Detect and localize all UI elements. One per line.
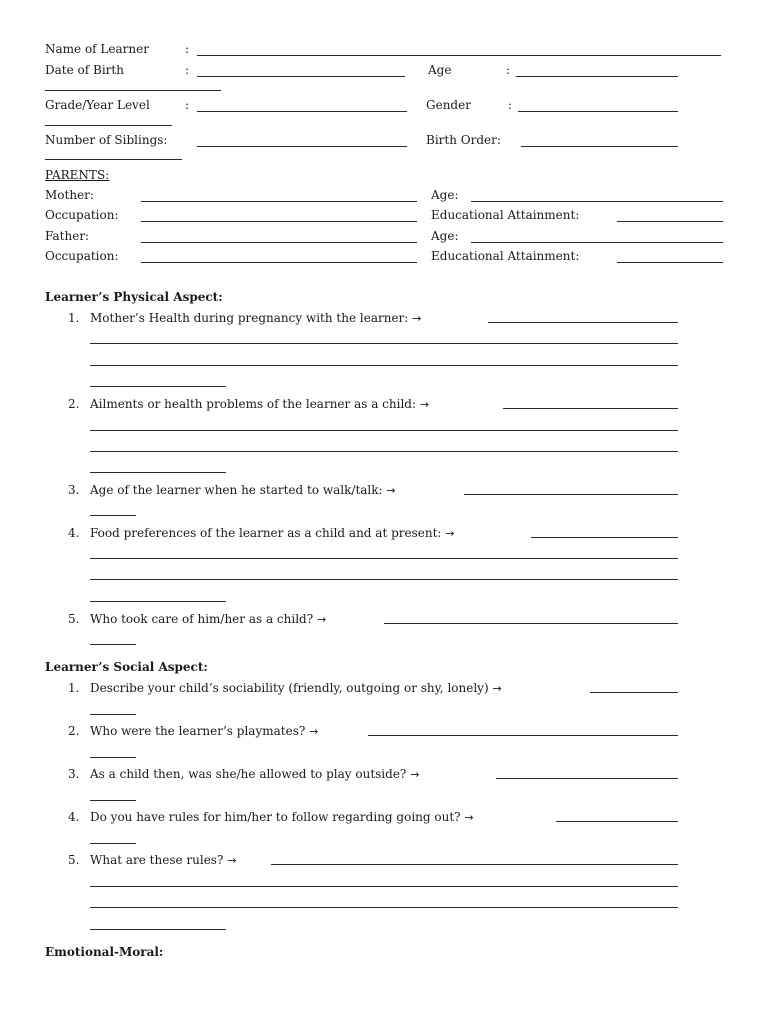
arrow-right-icon: → <box>412 312 422 325</box>
birth-order-field[interactable] <box>521 146 678 147</box>
social-answer-5-line-1[interactable] <box>271 864 678 865</box>
age-field[interactable] <box>516 76 678 77</box>
father-occupation-field[interactable] <box>141 262 417 263</box>
mother-field[interactable] <box>141 201 417 202</box>
date-of-birth-field[interactable] <box>197 76 405 77</box>
arrow-right-icon: → <box>317 613 327 626</box>
number-of-siblings-field[interactable] <box>197 146 407 147</box>
colon: : <box>506 63 511 77</box>
arrow-right-icon: → <box>445 527 455 540</box>
social-answer-5-line-3[interactable] <box>90 907 678 908</box>
mother-age-label: Age: <box>431 188 459 202</box>
list-item-number: 2. <box>68 724 80 738</box>
name-of-learner-field[interactable] <box>197 55 721 56</box>
physical-question-2: Ailments or health problems of the learner as a child: → <box>90 397 430 411</box>
social-question-4: Do you have rules for him/her to follow regarding going out? → <box>90 810 474 824</box>
date-of-birth-label: Date of Birth <box>45 63 124 77</box>
list-item-number: 4. <box>68 810 80 824</box>
social-question-5: What are these rules? → <box>90 853 237 867</box>
arrow-right-icon: → <box>419 398 430 411</box>
father-age-field[interactable] <box>471 242 723 243</box>
age-label: Age <box>428 63 452 77</box>
mother-occupation-field[interactable] <box>141 221 417 222</box>
mother-education-field[interactable] <box>617 221 723 222</box>
father-occupation-label: Occupation: <box>45 249 119 263</box>
arrow-right-icon: → <box>410 768 420 781</box>
arrow-right-icon: → <box>464 811 474 824</box>
physical-answer-1-line-3[interactable] <box>90 365 678 366</box>
physical-answer-4-line-4[interactable] <box>90 601 226 602</box>
physical-answer-2-line-2[interactable] <box>90 430 678 431</box>
physical-answer-1-line-1[interactable] <box>488 322 678 323</box>
physical-aspect-heading: Learner’s Physical Aspect: <box>45 290 223 304</box>
grade-year-level-field[interactable] <box>197 111 407 112</box>
social-answer-1-line-2[interactable] <box>90 714 136 715</box>
physical-answer-1-line-4[interactable] <box>90 386 226 387</box>
number-of-siblings-label: Number of Siblings: <box>45 133 168 147</box>
mother-occupation-label: Occupation: <box>45 208 119 222</box>
mother-education-label: Educational Attainment: <box>431 208 580 222</box>
gender-field[interactable] <box>518 111 678 112</box>
physical-question-1: Mother’s Health during pregnancy with the learner: → <box>90 311 422 325</box>
list-item-number: 1. <box>68 681 80 695</box>
list-item-number: 1. <box>68 311 80 325</box>
colon: : <box>185 63 190 77</box>
arrow-right-icon: → <box>309 725 319 738</box>
physical-question-5: Who took care of him/her as a child? → <box>90 612 327 626</box>
father-education-label: Educational Attainment: <box>431 249 580 263</box>
physical-answer-3-line-2[interactable] <box>90 515 136 516</box>
physical-answer-2-line-1[interactable] <box>503 408 678 409</box>
social-question-2: Who were the learner’s playmates? → <box>90 724 319 738</box>
gender-label: Gender <box>426 98 471 112</box>
social-answer-2-line-1[interactable] <box>368 735 678 736</box>
arrow-right-icon: → <box>386 484 396 497</box>
physical-answer-2-line-3[interactable] <box>90 451 678 452</box>
physical-question-3: Age of the learner when he started to walk/talk: → <box>90 483 396 497</box>
social-answer-4-line-1[interactable] <box>556 821 678 822</box>
father-label: Father: <box>45 229 90 243</box>
father-education-field[interactable] <box>617 262 723 263</box>
social-answer-5-line-2[interactable] <box>90 886 678 887</box>
physical-answer-5-line-1[interactable] <box>384 623 678 624</box>
colon: : <box>508 98 513 112</box>
name-of-learner-label: Name of Learner <box>45 42 149 56</box>
social-answer-5-line-4[interactable] <box>90 929 226 930</box>
list-item-number: 4. <box>68 526 80 540</box>
social-answer-3-line-1[interactable] <box>496 778 678 779</box>
mother-age-field[interactable] <box>471 201 723 202</box>
emotional-moral-heading: Emotional-Moral: <box>45 945 164 959</box>
social-answer-3-line-2[interactable] <box>90 800 136 801</box>
list-item-number: 5. <box>68 612 80 626</box>
physical-answer-1-line-2[interactable] <box>90 343 678 344</box>
parents-heading: PARENTS: <box>45 168 110 182</box>
social-answer-4-line-2[interactable] <box>90 843 136 844</box>
colon: : <box>185 98 190 112</box>
physical-answer-5-line-2[interactable] <box>90 644 136 645</box>
physical-answer-4-line-3[interactable] <box>90 579 678 580</box>
social-aspect-heading: Learner’s Social Aspect: <box>45 660 208 674</box>
physical-answer-3-line-1[interactable] <box>464 494 678 495</box>
social-answer-2-line-2[interactable] <box>90 757 136 758</box>
birth-order-label: Birth Order: <box>426 133 501 147</box>
date-of-birth-field-continuation[interactable] <box>45 90 221 91</box>
physical-question-4: Food preferences of the learner as a child and at present: → <box>90 526 455 540</box>
list-item-number: 2. <box>68 397 80 411</box>
physical-answer-4-line-2[interactable] <box>90 558 678 559</box>
social-answer-1-line-1[interactable] <box>590 692 678 693</box>
social-question-3: As a child then, was she/he allowed to play outside? → <box>90 767 420 781</box>
social-question-1: Describe your child’s sociability (friendly, outgoing or shy, lonely) → <box>90 681 502 695</box>
number-of-siblings-field-continuation[interactable] <box>45 159 182 160</box>
physical-answer-2-line-4[interactable] <box>90 472 226 473</box>
father-field[interactable] <box>141 242 417 243</box>
mother-label: Mother: <box>45 188 94 202</box>
list-item-number: 3. <box>68 767 80 781</box>
grade-year-level-field-continuation[interactable] <box>45 125 172 126</box>
physical-answer-4-line-1[interactable] <box>531 537 678 538</box>
list-item-number: 5. <box>68 853 80 867</box>
list-item-number: 3. <box>68 483 80 497</box>
father-age-label: Age: <box>431 229 459 243</box>
arrow-right-icon: → <box>227 854 237 867</box>
colon: : <box>185 42 190 56</box>
arrow-right-icon: → <box>492 682 502 695</box>
grade-year-level-label: Grade/Year Level <box>45 98 150 112</box>
